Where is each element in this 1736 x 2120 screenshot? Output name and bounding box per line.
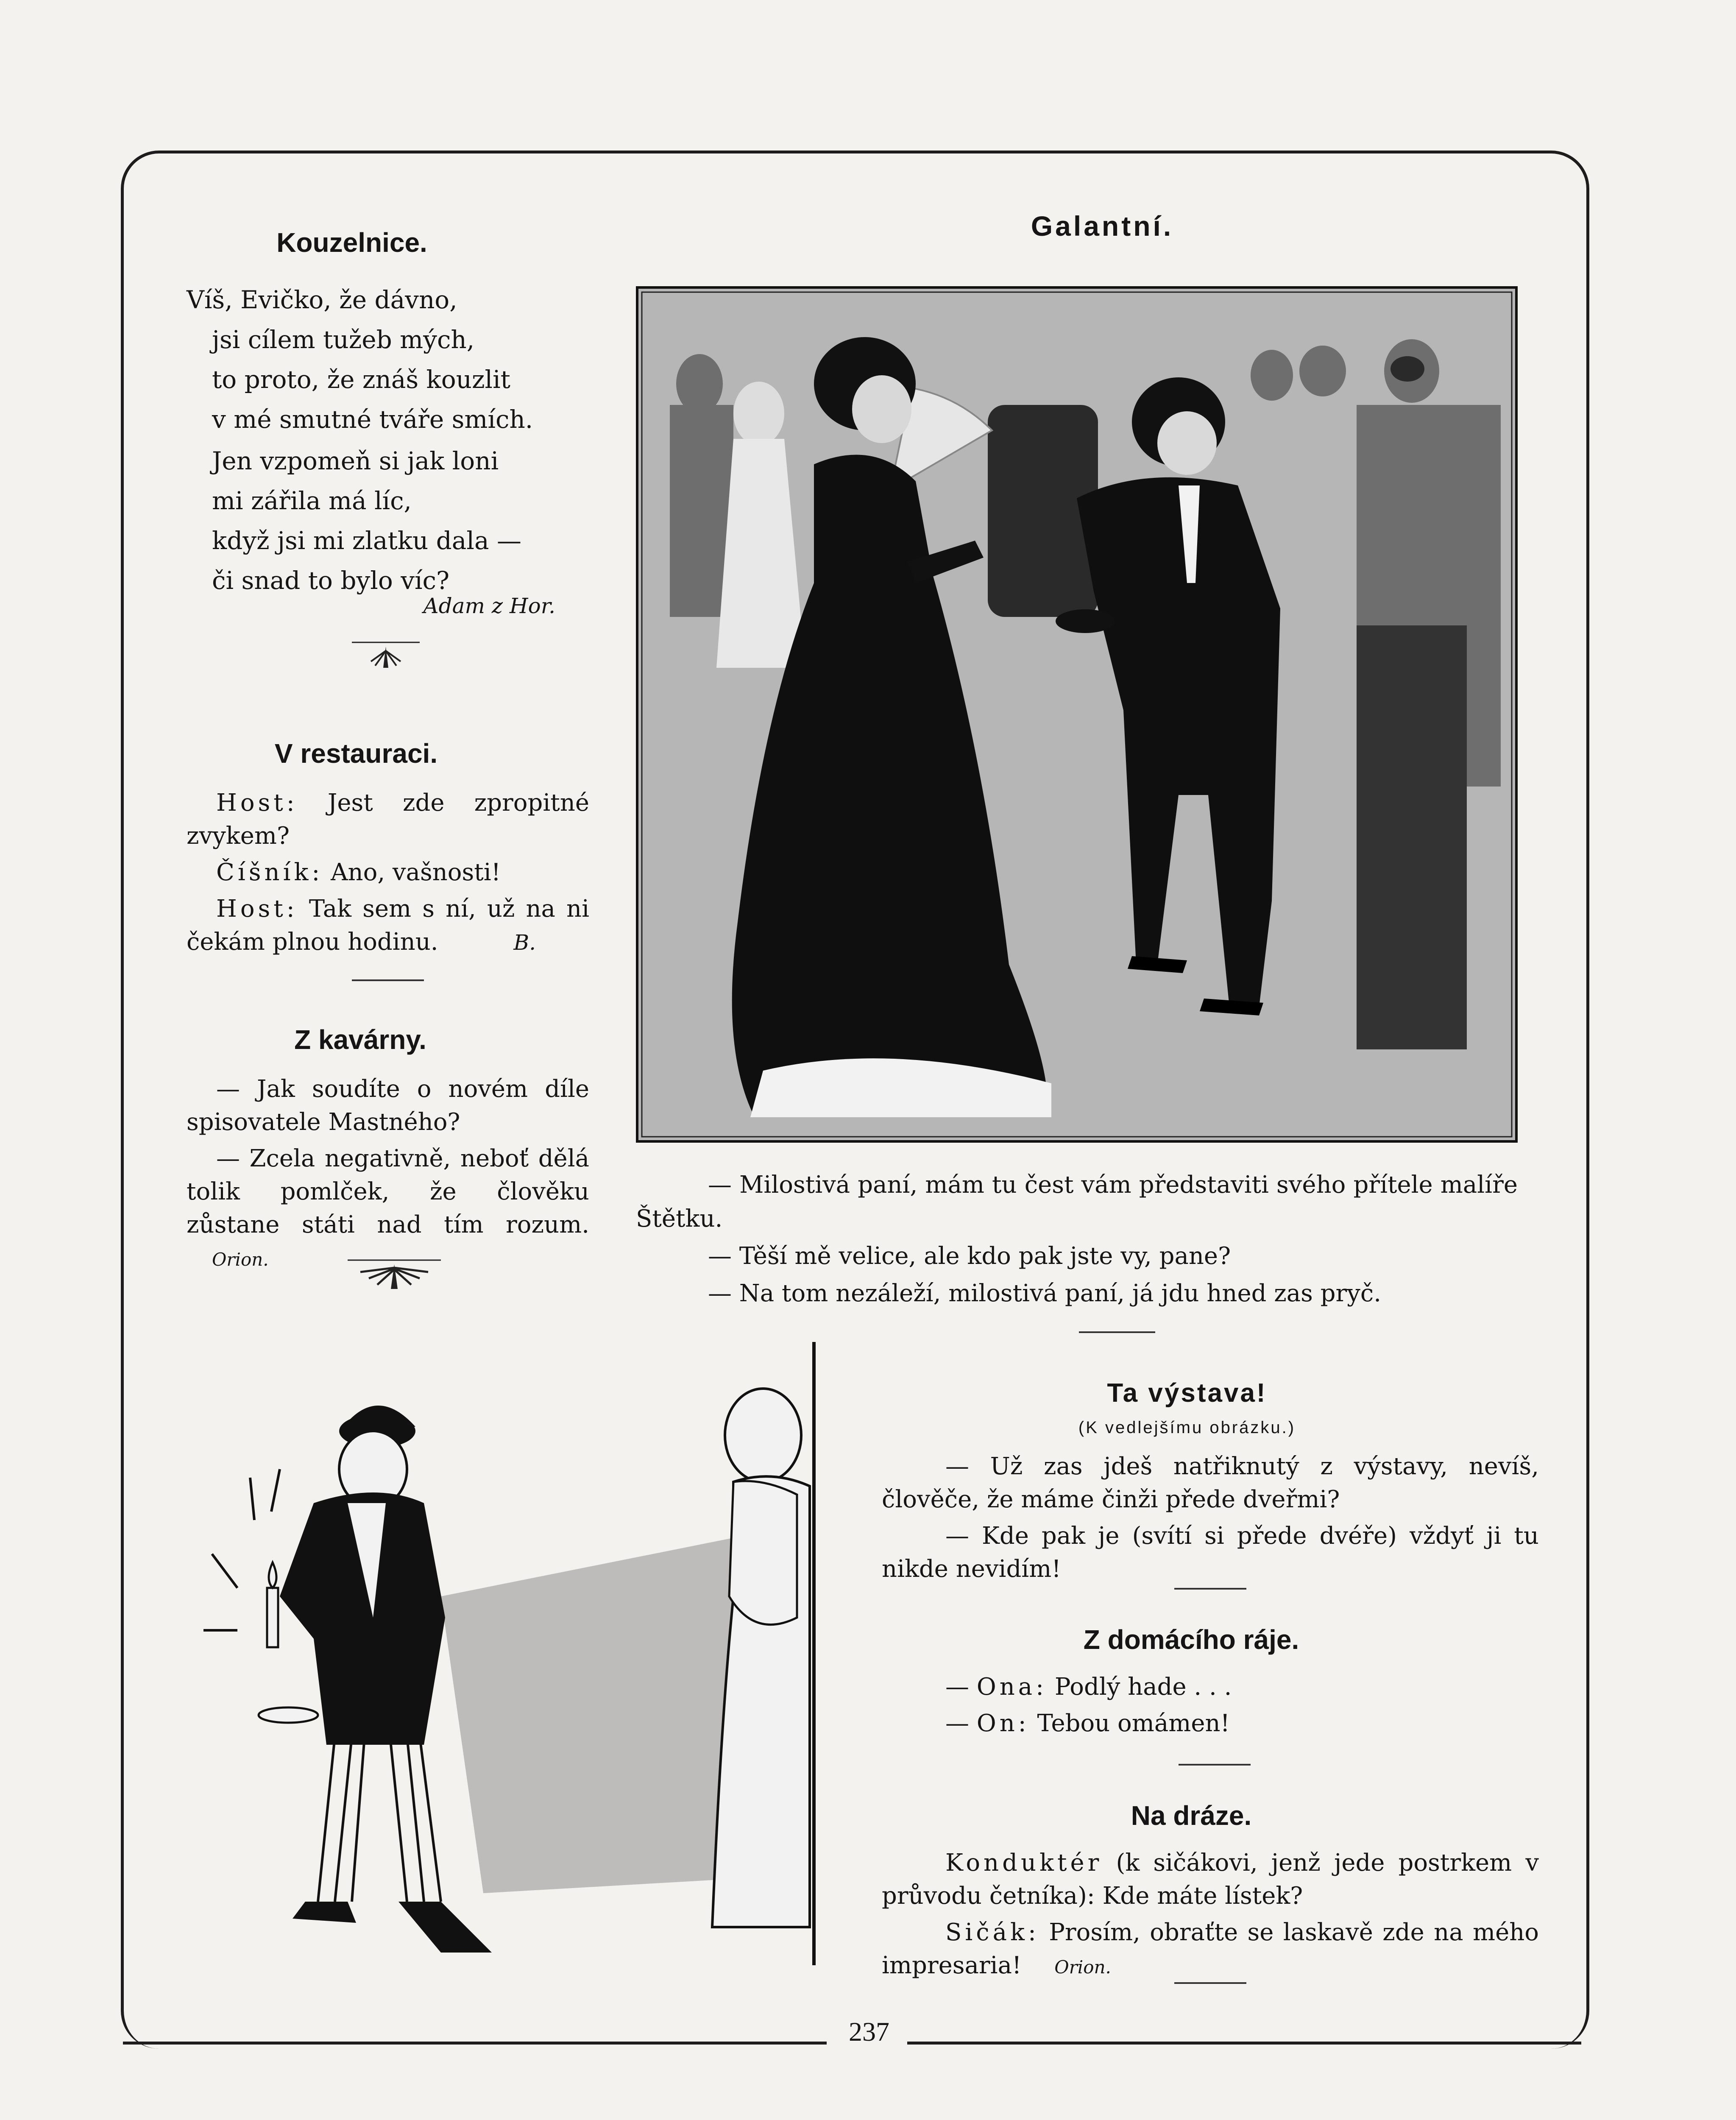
caption-line: — Těší mě velice, ale kdo pak jste vy, pane?: [708, 1242, 1231, 1270]
section-rule: [1079, 1331, 1155, 1333]
kavarna-signature: Orion.: [212, 1249, 269, 1270]
poem-line: Víš, Evičko, že dávno,: [187, 285, 457, 314]
draze-title: Na dráze.: [1131, 1800, 1252, 1831]
ornament-icon: [343, 1255, 445, 1293]
section-rule: [352, 979, 424, 981]
poem-line: když jsi mi zlatku dala —: [212, 526, 521, 555]
dialogue-line: — Už zas jdeš natřiknutý z výstavy, nevíš, člověče, že máme činži přede dveřmi?: [882, 1453, 1539, 1513]
dialogue-line: — Zcela negativně, neboť dělá tolik pomlček, že člověku zůstane státi nad tím rozum.: [187, 1145, 589, 1239]
section-rule: [1174, 1982, 1246, 1984]
caption-line: — Na tom nezáleží, milostivá paní, já jdu hned zas pryč.: [708, 1280, 1382, 1307]
galantni-illustration: [636, 286, 1518, 1143]
domaci-title: Z domácího ráje.: [1083, 1624, 1299, 1655]
kavarna-text: [187, 1073, 589, 1280]
kouzelnice-stanza-1: [187, 280, 551, 439]
kouzelnice-title: Kouzelnice.: [276, 227, 427, 258]
speaker-label: On:: [976, 1710, 1030, 1737]
draze-signature: Orion.: [1054, 1957, 1111, 1978]
domaci-text: — Ona: Podlý hade . . . — On: Tebou omámen!: [945, 1673, 1232, 1737]
caption-line: — Milostivá paní, mám tu čest vám představiti svého přítele malíře Štětku.: [636, 1171, 1518, 1233]
speaker-label: Konduktér: [945, 1849, 1103, 1877]
vystava-subtitle: (K vedlejšímu obrázku.): [1078, 1418, 1296, 1437]
dialogue-text: Jest zde zpropitné zvykem?: [187, 789, 589, 850]
poem-line: či snad to bylo víc?: [212, 566, 450, 595]
speaker-label: Číšník:: [216, 859, 323, 886]
dialogue-text: (k sičákovi, jenž jede postrkem v průvodu četníka): Kde máte lístek?: [882, 1849, 1539, 1910]
poem-line: Jen vzpomeň si jak loni: [212, 446, 499, 475]
vystava-text: [882, 1450, 1539, 1589]
vystava-illustration: [187, 1342, 822, 1969]
kavarna-title: Z kavárny.: [294, 1024, 426, 1055]
dialogue-text: Tebou omámen!: [1037, 1710, 1230, 1737]
vystava-title: Ta výstava!: [1107, 1378, 1267, 1408]
kouzelnice-stanza-2: [212, 441, 594, 600]
draze-text: [882, 1847, 1539, 1987]
restaurace-signature: B.: [513, 930, 536, 955]
speaker-label: Host:: [216, 789, 298, 817]
poem-line: v mé smutné tváře smích.: [212, 405, 533, 434]
kouzelnice-signature: Adam z Hor.: [423, 594, 555, 618]
dialogue-text: Ano, vašnosti!: [331, 859, 501, 886]
dialogue-text: Tak sem s ní, už na ni čekám plnou hodinu.: [187, 895, 589, 956]
page-number: 237: [849, 2017, 889, 2047]
dialogue-line: — Kde pak je (svítí si přede dvéře) vždyť ji tu nikde nevidím!: [882, 1522, 1539, 1583]
bottom-rule-right: [907, 2042, 1581, 2045]
dialogue-text: Prosím, obraťte se laskavě zde na mého impresaria!: [882, 1919, 1539, 1979]
dialogue-line: — Jak soudíte o novém díle spisovatele Mastného?: [187, 1075, 589, 1136]
galantni-captions: [636, 1168, 1518, 1314]
speaker-label: Sičák:: [945, 1919, 1039, 1946]
dialogue-text: Podlý hade . . .: [1054, 1673, 1232, 1701]
restaurace-title: V restauraci.: [274, 738, 438, 769]
speaker-label: Host:: [216, 895, 298, 923]
poem-line: mi zářila má líc,: [212, 486, 412, 515]
section-rule: [1179, 1764, 1251, 1766]
section-rule: [1174, 1588, 1246, 1590]
poem-line: to proto, že znáš kouzlit: [212, 365, 510, 394]
galantni-title: Galantní.: [1031, 210, 1174, 242]
poem-line: jsi cílem tužeb mých,: [212, 325, 475, 354]
restaurace-text: [187, 787, 589, 962]
speaker-label: Ona:: [976, 1673, 1048, 1701]
ornament-icon: [348, 638, 424, 672]
bottom-rule-left: [123, 2042, 827, 2045]
